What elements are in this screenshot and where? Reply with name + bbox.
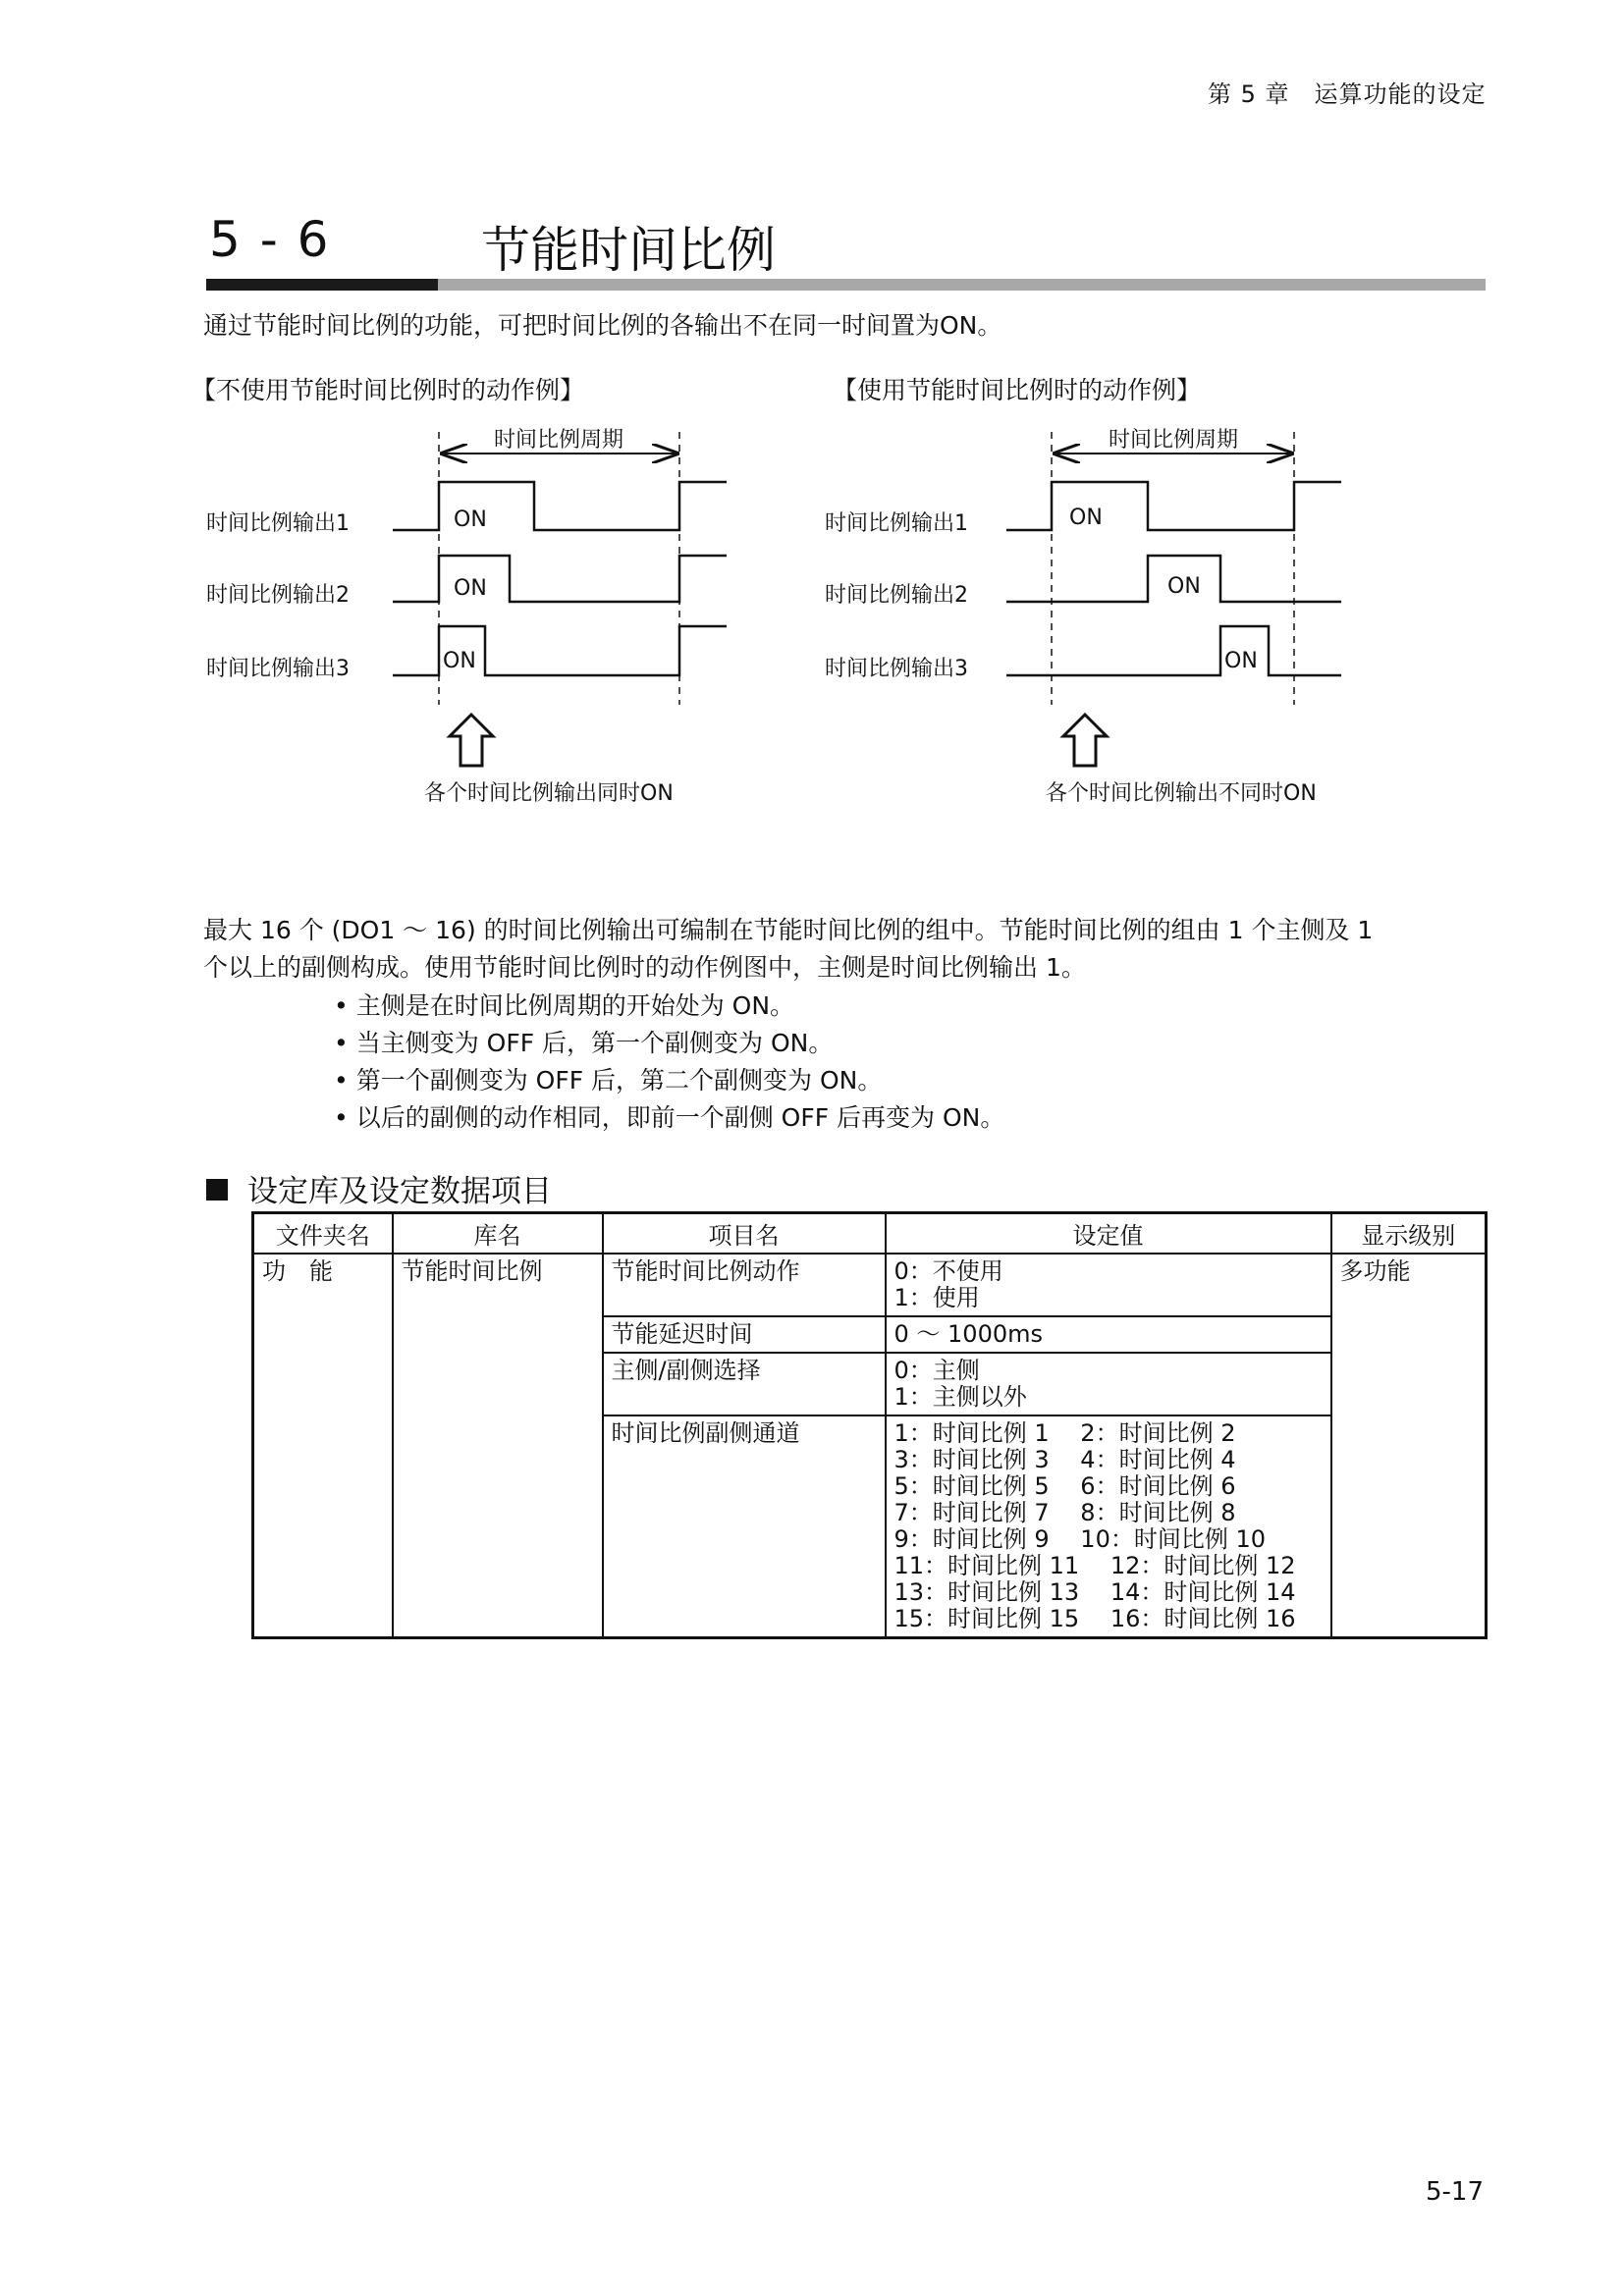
item-value-cell: [886, 1316, 1331, 1353]
value-line: 1：主侧以外: [893, 1383, 1027, 1411]
table-row: [253, 1254, 1487, 1316]
output-2-wave: [393, 556, 727, 602]
item-name-cell: 节能延迟时间: [603, 1316, 886, 1353]
value-line: 7：时间比例 7 8：时间比例 8: [893, 1499, 1236, 1526]
value-line: 3：时间比例 3 4：时间比例 4: [893, 1446, 1236, 1473]
period-label: 时间比例周期: [1108, 428, 1239, 453]
output-2-label: 时间比例输出2: [206, 583, 350, 608]
item-name-cell: 主侧/副侧选择: [603, 1353, 886, 1415]
diagram-left: [206, 428, 727, 806]
header-value: 设定值: [886, 1213, 1331, 1255]
value-line: 1：使用: [893, 1284, 980, 1311]
bullet-item: • 主侧是在时间比例周期的开始处为 ON。: [334, 988, 1004, 1025]
value-line: 9：时间比例 9 10：时间比例 10: [893, 1525, 1267, 1553]
paragraph-line-2: 个以上的副侧构成。使用节能时间比例时的动作例图中，主侧是时间比例输出 1。: [203, 953, 1086, 982]
output-3-label: 时间比例输出3: [825, 657, 968, 681]
settings-heading: [206, 1166, 552, 1210]
value-line: 0 ～ 1000ms: [893, 1320, 1043, 1348]
bullet-item: • 当主侧变为 OFF 后，第一个副侧变为 ON。: [334, 1025, 1004, 1062]
output-1-on-label: ON: [1069, 506, 1103, 530]
section-title: 节能时间比例: [481, 222, 776, 279]
table-header-row: [253, 1213, 1487, 1255]
diagram-left-title: 【不使用节能时间比例时的动作例】: [191, 376, 585, 404]
header-level: 显示级别: [1331, 1213, 1487, 1255]
output-3-on-label: ON: [443, 649, 476, 673]
settings-heading-text: 设定库及设定数据项目: [247, 1174, 552, 1209]
chapter-header: 第 5 章 运算功能的设定: [1208, 80, 1487, 108]
square-bullet-icon: [206, 1179, 228, 1201]
diagram-left-caption: 各个时间比例输出同时ON: [424, 781, 674, 806]
output-1-label: 时间比例输出1: [206, 511, 350, 536]
item-value-cell: [886, 1415, 1331, 1638]
value-line: 11：时间比例 11 12：时间比例 12: [893, 1552, 1296, 1579]
output-3-label: 时间比例输出3: [206, 657, 350, 681]
header-bank: 库名: [393, 1213, 603, 1255]
output-3-wave: [1006, 626, 1341, 675]
up-arrow-icon: [450, 715, 493, 766]
folder-cell: 功 能: [253, 1254, 393, 1638]
value-line: 15：时间比例 15 16：时间比例 16: [893, 1605, 1296, 1632]
output-1-label: 时间比例输出1: [825, 511, 968, 536]
diagram-right: [825, 428, 1341, 806]
item-name-cell: 时间比例副侧通道: [603, 1415, 886, 1638]
header-folder: 文件夹名: [253, 1213, 393, 1255]
value-line: 0：不使用: [893, 1257, 1003, 1285]
value-line: 5：时间比例 5 6：时间比例 6: [893, 1472, 1236, 1500]
output-2-on-label: ON: [1167, 574, 1201, 599]
item-value-cell: [886, 1353, 1331, 1415]
section-number: 5 - 6: [209, 211, 331, 268]
output-2-label: 时间比例输出2: [825, 583, 968, 608]
up-arrow-icon: [1063, 715, 1107, 766]
settings-table: [251, 1211, 1488, 1639]
header-item: 项目名: [603, 1213, 886, 1255]
bullet-list: [334, 988, 1004, 1137]
bullet-item: • 第一个副侧变为 OFF 后，第二个副侧变为 ON。: [334, 1062, 1004, 1099]
period-label: 时间比例周期: [493, 428, 624, 453]
output-3-on-label: ON: [1224, 649, 1258, 673]
level-cell: 多功能: [1331, 1254, 1487, 1638]
output-2-on-label: ON: [454, 576, 487, 601]
diagram-right-caption: 各个时间比例输出不同时ON: [1046, 781, 1317, 806]
output-1-on-label: ON: [454, 507, 487, 532]
value-line: 1：时间比例 1 2：时间比例 2: [893, 1419, 1236, 1447]
value-line: 0：主侧: [893, 1357, 980, 1384]
paragraph-line-1: 最大 16 个 (DO1 ～ 16) 的时间比例输出可编制在节能时间比例的组中。节能时间比例的组由 1 个主侧及 1: [203, 916, 1374, 944]
value-line: 13：时间比例 13 14：时间比例 14: [893, 1578, 1296, 1606]
timing-diagrams: [0, 0, 1624, 883]
intro-text: 通过节能时间比例的功能，可把时间比例的各输出不在同一时间置为ON。: [203, 311, 1002, 340]
output-1-wave: [1006, 482, 1341, 530]
bank-cell: 节能时间比例: [393, 1254, 603, 1638]
page-number: 5-17: [1426, 2177, 1485, 2207]
diagram-right-title: 【使用节能时间比例时的动作例】: [833, 376, 1202, 404]
bullet-item: • 以后的副侧的动作相同，即前一个副侧 OFF 后再变为 ON。: [334, 1099, 1004, 1137]
item-name-cell: 节能时间比例动作: [603, 1254, 886, 1316]
output-1-wave: [393, 482, 727, 530]
item-value-cell: [886, 1254, 1331, 1316]
